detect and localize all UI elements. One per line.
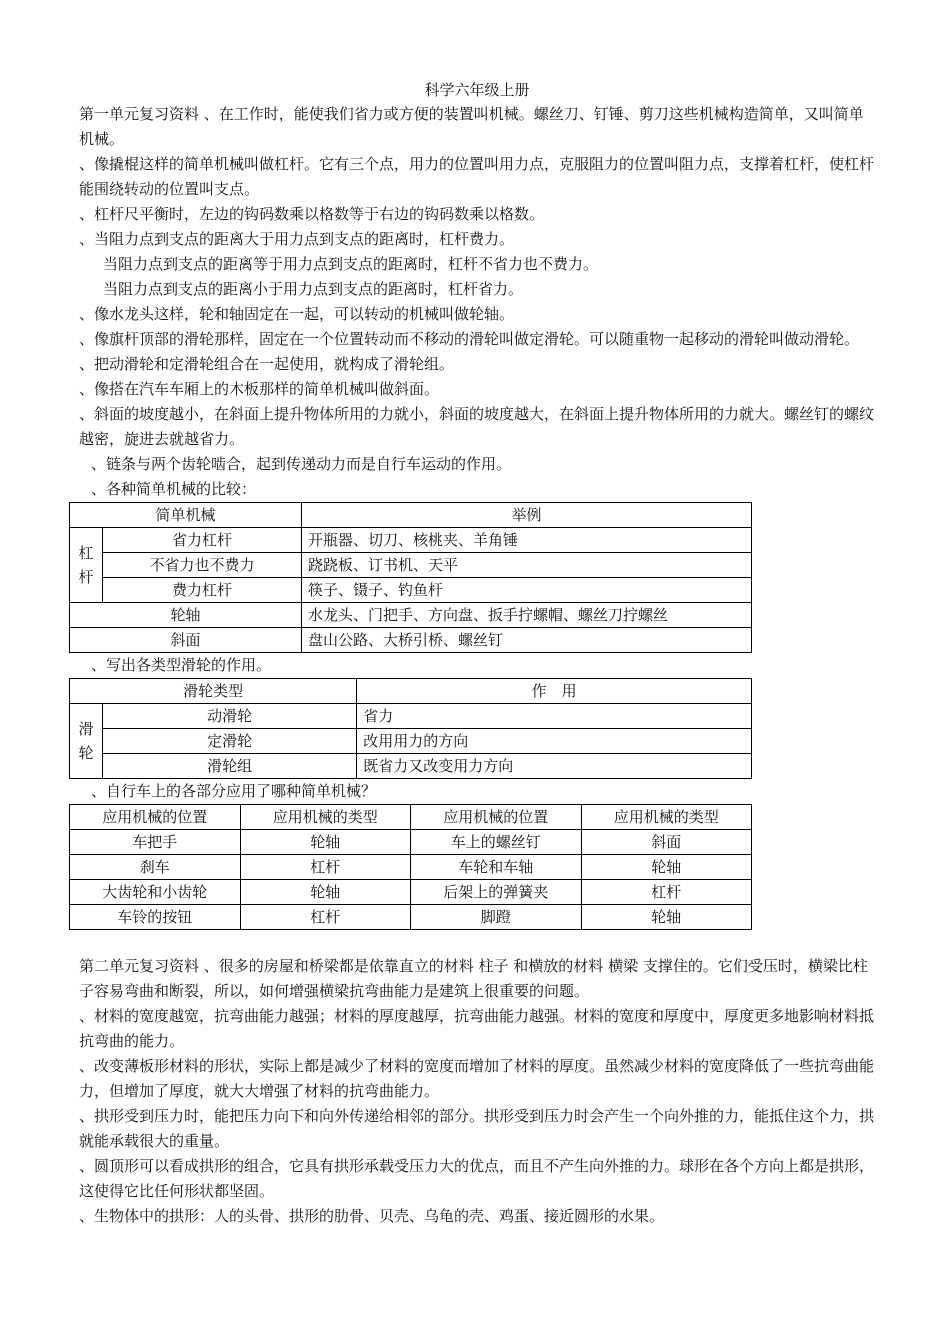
simple-machines-table — [69, 502, 752, 653]
unit1-paragraph-3: 、杠杆尺平衡时，左边的钩码数乘以格数等于右边的钩码数乘以格数。 — [79, 205, 545, 223]
table-row — [70, 679, 752, 704]
table-header-cell: 滑轮类型 — [70, 679, 357, 704]
unit2-paragraph-2: 、材料的宽度越宽，抗弯曲能力越强；材料的厚度越厚，抗弯曲能力越强。材料的宽度和厚度中，厚度更多地影响材料抵抗弯曲的能力。 — [79, 1007, 875, 1050]
table-cell: 车把手 — [70, 830, 241, 855]
table-header-cell: 应用机械的位置 — [411, 805, 582, 830]
table-row — [70, 628, 752, 653]
table-cell: 跷跷板、订书机、天平 — [302, 553, 752, 578]
table-cell: 斜面 — [70, 628, 302, 653]
table-row — [70, 729, 752, 754]
unit1-paragraph-9: 、把动滑轮和定滑轮组合在一起使用，就构成了滑轮组。 — [79, 355, 455, 373]
table-header-cell: 应用机械的类型 — [240, 805, 411, 830]
table-row — [70, 880, 752, 905]
table-cell: 既省力又改变用力方向 — [357, 754, 752, 779]
table-cell: 轮轴 — [240, 880, 411, 905]
unit1-paragraph-14: 、写出各类型滑轮的作用。 — [91, 656, 272, 674]
table-cell: 刹车 — [70, 855, 241, 880]
table-cell: 费力杠杆 — [103, 578, 302, 603]
pulley-label-char: 滑 — [78, 720, 94, 738]
table-cell: 动滑轮 — [103, 704, 357, 729]
pulley-label-char: 轮 — [78, 744, 94, 762]
unit1-paragraph-6: 当阻力点到支点的距离小于用力点到支点的距离时，杠杆省力。 — [103, 280, 524, 298]
table-row — [70, 578, 752, 603]
pulley-group-label — [70, 704, 103, 779]
unit2-paragraph-6: 、生物体中的拱形：人的头骨、拱形的肋骨、贝壳、乌龟的壳、鸡蛋、接近圆形的水果。 — [79, 1207, 665, 1225]
table-cell: 省力 — [357, 704, 752, 729]
table-row — [70, 704, 752, 729]
unit1-paragraph-7: 、像水龙头这样，轮和轴固定在一起，可以转动的机械叫做轮轴。 — [79, 305, 515, 323]
unit1-paragraph-5: 当阻力点到支点的距离等于用力点到支点的距离时，杠杆不省力也不费力。 — [103, 255, 599, 273]
table-header-cell: 应用机械的位置 — [70, 805, 241, 830]
table-row — [70, 754, 752, 779]
table-header-cell: 简单机械 — [70, 503, 302, 528]
table-cell: 定滑轮 — [103, 729, 357, 754]
table-cell: 水龙头、门把手、方向盘、扳手拧螺帽、螺丝刀拧螺丝 — [302, 603, 752, 628]
table-row — [70, 905, 752, 930]
table-cell: 后架上的弹簧夹 — [411, 880, 582, 905]
unit2-paragraph-3: 、改变薄板形材料的形状，实际上都是减少了材料的宽度而增加了材料的厚度。虽然减少材料的宽度降低了一些抗弯曲能力，但增加了厚度，就大大增强了材料的抗弯曲能力。 — [79, 1057, 875, 1100]
table-cell: 轮轴 — [581, 855, 752, 880]
bicycle-machines-table — [69, 804, 752, 930]
table-cell: 改用用力的方向 — [357, 729, 752, 754]
unit1-paragraph-13: 、各种简单机械的比较： — [91, 480, 257, 498]
table-cell: 脚蹬 — [411, 905, 582, 930]
unit1-paragraph-2: 、像撬棍这样的简单机械叫做杠杆。它有三个点，用力的位置叫用力点，克服阻力的位置叫阻力点，支撑着杠杆，使杠杆能围绕转动的位置叫支点。 — [79, 155, 875, 198]
table-header-cell: 作 用 — [357, 679, 752, 704]
table-header-cell: 应用机械的类型 — [581, 805, 752, 830]
lever-label-char: 杆 — [78, 568, 94, 586]
table-cell: 杠杆 — [240, 905, 411, 930]
table-header-cell: 举例 — [302, 503, 752, 528]
table-row — [70, 830, 752, 855]
unit1-paragraph-8: 、像旗杆顶部的滑轮那样，固定在一个位置转动而不移动的滑轮叫做定滑轮。可以随重物一起移动的滑轮叫做动滑轮。 — [79, 330, 860, 348]
table-cell: 省力杠杆 — [103, 528, 302, 553]
table-cell: 杠杆 — [240, 855, 411, 880]
unit1-paragraph-4: 、当阻力点到支点的距离大于用力点到支点的距离时，杠杆费力。 — [79, 230, 515, 248]
section-gap — [79, 930, 875, 954]
table-cell: 车上的螺丝钉 — [411, 830, 582, 855]
table-cell: 杠杆 — [581, 880, 752, 905]
table-cell: 轮轴 — [581, 905, 752, 930]
table-cell: 开瓶器、切刀、核桃夹、羊角锤 — [302, 528, 752, 553]
unit1-paragraph-10: 、像搭在汽车车厢上的木板那样的简单机械叫做斜面。 — [79, 380, 440, 398]
table-cell: 大齿轮和小齿轮 — [70, 880, 241, 905]
pulley-table — [69, 678, 752, 779]
table-cell: 不省力也不费力 — [103, 553, 302, 578]
document-title: 科学六年级上册 — [424, 81, 530, 99]
unit1-paragraph-11: 、斜面的坡度越小，在斜面上提升物体所用的力就小，斜面的坡度越大，在斜面上提升物体所用的力就大。螺丝钉的螺纹越密，旋进去就越省力。 — [79, 405, 875, 448]
unit1-paragraph-1: 第一单元复习资料 、在工作时，能使我们省力或方便的装置叫机械。螺丝刀、钉锤、剪刀这些机械构造简单，又叫简单机械。 — [79, 105, 864, 148]
table-cell: 轮轴 — [70, 603, 302, 628]
table-cell: 筷子、镊子、钓鱼杆 — [302, 578, 752, 603]
unit1-paragraph-15: 、自行车上的各部分应用了哪种简单机械？ — [91, 782, 377, 800]
table-row — [70, 528, 752, 553]
document-page — [79, 78, 875, 1229]
unit1-paragraph-12: 、链条与两个齿轮啮合，起到传递动力而是自行车运动的作用。 — [91, 455, 512, 473]
table-cell: 轮轴 — [240, 830, 411, 855]
table-cell: 车铃的按钮 — [70, 905, 241, 930]
table-cell: 车轮和车轴 — [411, 855, 582, 880]
table-row — [70, 503, 752, 528]
table-cell: 斜面 — [581, 830, 752, 855]
table-row — [70, 603, 752, 628]
table-row — [70, 855, 752, 880]
unit2-paragraph-1: 第二单元复习资料 、很多的房屋和桥梁都是依靠直立的材料 柱子 和横放的材料 横梁 支撑住的。它们受压时，横梁比柱子容易弯曲和断裂，所以，如何增强横梁抗弯曲能力是建筑上很重要的问题。 — [79, 957, 868, 1000]
table-cell: 盘山公路、大桥引桥、螺丝钉 — [302, 628, 752, 653]
unit2-paragraph-5: 、圆顶形可以看成拱形的组合，它具有拱形承载受压力大的优点，而且不产生向外推的力。球形在各个方向上都是拱形，这使得它比任何形状都坚固。 — [79, 1157, 875, 1200]
table-row — [70, 553, 752, 578]
lever-group-label — [70, 528, 103, 603]
table-row — [70, 805, 752, 830]
unit2-paragraph-4: 、拱形受到压力时，能把压力向下和向外传递给相邻的部分。拱形受到压力时会产生一个向外推的力，能抵住这个力，拱就能承载很大的重量。 — [79, 1107, 875, 1150]
lever-label-char: 杠 — [78, 544, 94, 562]
table-cell: 滑轮组 — [103, 754, 357, 779]
